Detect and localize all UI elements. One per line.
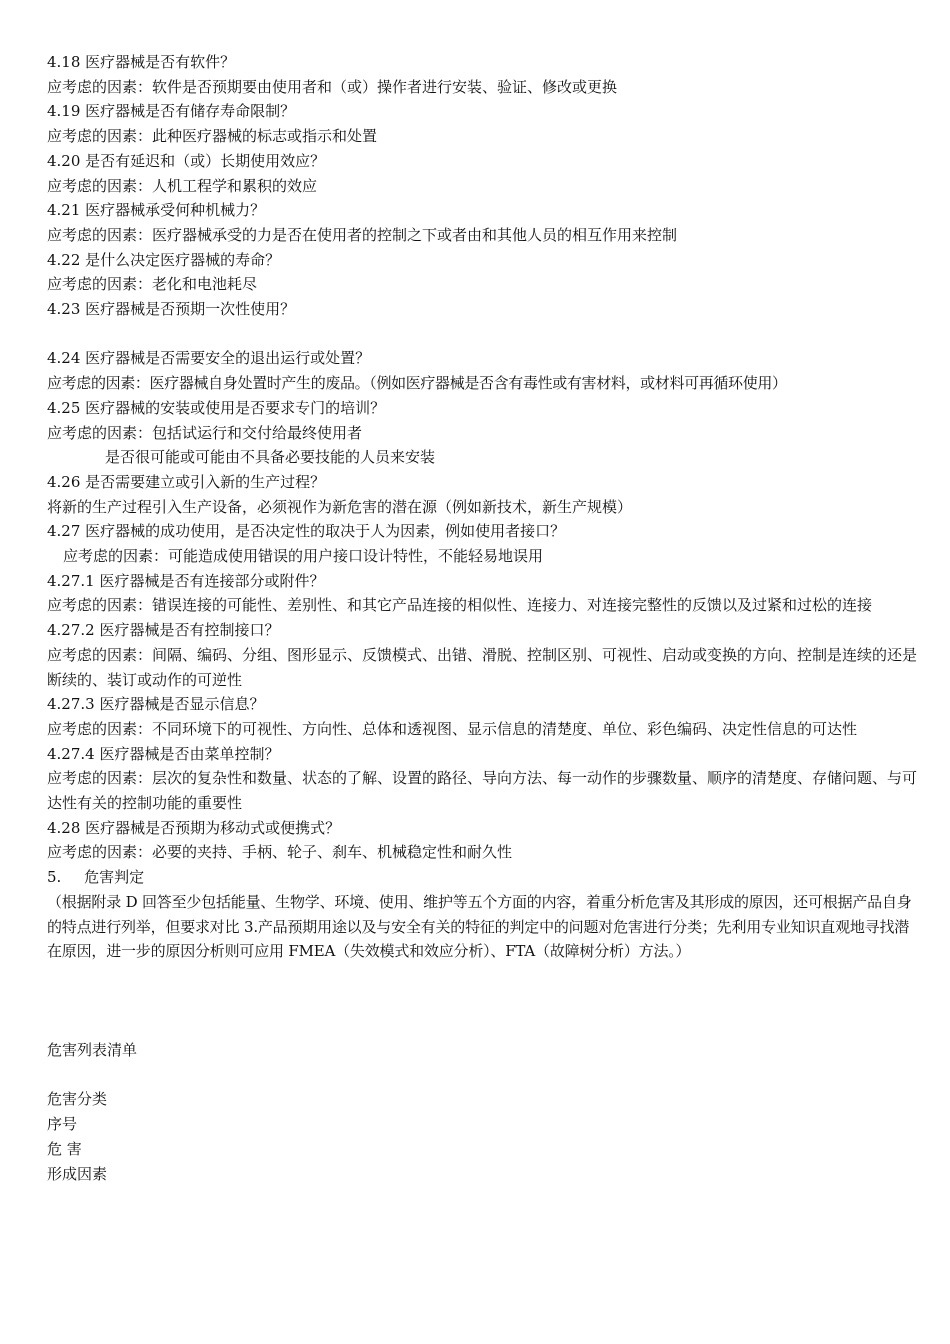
factor-4-27-2: 应考虑的因素：间隔、编码、分组、图形显示、反馈模式、出错、滑脱、控制区别、可视性、启动或变换的方向、控制是连续的还是断续的、装订或动作的可逆性 <box>47 645 918 689</box>
question-4-27-2: 4.27.2 医疗器械是否有控制接口？ <box>47 621 280 640</box>
question-4-26: 4.26 是否需要建立或引入新的生产过程？ <box>47 472 326 491</box>
question-4-18: 4.18 医疗器械是否有软件？ <box>47 53 236 71</box>
section-number: 5. <box>47 868 62 887</box>
question-4-22: 4.22 是什么决定医疗器械的寿命？ <box>47 250 281 269</box>
factor-4-27-3: 应考虑的因素：不同环境下的可视性、方向性、总体和透视图、显示信息的清楚度、单位、彩色编码、决定性信息的可达性 <box>47 719 858 738</box>
question-4-19: 4.19 医疗器械是否有储存寿命限制？ <box>47 102 296 121</box>
serial-number-label: 序号 <box>47 1115 78 1134</box>
blank-line <box>47 322 917 347</box>
causes-label: 形成因素 <box>47 1164 108 1183</box>
factor-4-20: 应考虑的因素：人机工程学和累积的效应 <box>47 176 318 195</box>
hazard-category-label: 危害分类 <box>47 1090 108 1109</box>
blank-space <box>47 964 917 1038</box>
factor-4-26: 将新的生产过程引入生产设备，必须视作为新危害的潜在源（例如新技术，新生产规模） <box>47 497 633 516</box>
question-4-25: 4.25 医疗器械的安装或使用是否要求专门的培训？ <box>47 398 386 417</box>
section-5-heading <box>47 865 917 890</box>
factor-4-21: 应考虑的因素：医疗器械承受的力是否在使用者的控制之下或者由和其他人员的相互作用来控制 <box>47 225 678 244</box>
factor-4-27: 应考虑的因素：可能造成使用错误的用户接口设计特性，不能轻易地误用 <box>63 547 544 566</box>
factor-4-27-1: 应考虑的因素：错误连接的可能性、差别性、和其它产品连接的相似性、连接力、对连接完整性的反馈以及过紧和过松的连接 <box>47 596 873 615</box>
question-4-20: 4.20 是否有延迟和（或）长期使用效应？ <box>47 151 326 170</box>
factor-4-22: 应考虑的因素：老化和电池耗尽 <box>47 275 258 294</box>
factor-4-25-continued: 是否很可能或可能由不具备必要技能的人员来安装 <box>105 448 436 467</box>
question-4-28: 4.28 医疗器械是否预期为移动式或便携式？ <box>47 818 341 837</box>
question-4-27-1: 4.27.1 医疗器械是否有连接部分或附件？ <box>47 571 325 590</box>
question-4-27: 4.27 医疗器械的成功使用，是否决定性的取决于人为因素，例如使用者接口？ <box>47 522 566 541</box>
section-5-paragraph: （根据附录 D 回答至少包括能量、生物学、环境、使用、维护等五个方面的内容，着重分析危害及其形成的原因，还可根据产品自身的特点进行列举，但要求对比 3.产品预期用途以及与安全有关的特征的判定中的问题对危害进行分类；先利用专业知识直观地寻找潜在原因，进一步的原因分析则可应用 FMEA（失效模式和效应分析）、FTA（故障树分析）方法。） <box>47 892 912 961</box>
question-4-27-4: 4.27.4 医疗器械是否由菜单控制？ <box>47 744 280 763</box>
question-4-23: 4.23 医疗器械是否预期一次性使用？ <box>47 300 296 319</box>
factor-4-24: 应考虑的因素：医疗器械自身处置时产生的废品。（例如医疗器械是否含有毒性或有害材料，或材料可再循环使用） <box>47 374 787 393</box>
factor-4-18: 应考虑的因素：软件是否预期要由使用者和（或）操作者进行安装、验证、修改或更换 <box>47 77 618 96</box>
document-page <box>47 50 917 1186</box>
section-title: 危害判定 <box>84 868 145 887</box>
factor-4-25: 应考虑的因素：包括试运行和交付给最终使用者 <box>47 423 363 442</box>
question-4-24: 4.24 医疗器械是否需要安全的退出运行或处置？ <box>47 349 371 368</box>
question-4-21: 4.21 医疗器械承受何种机械力？ <box>47 201 266 220</box>
factor-4-27-4: 应考虑的因素：层次的复杂性和数量、状态的了解、设置的路径、导向方法、每一动作的步骤数量、顺序的清楚度、存储问题、与可达性有关的控制功能的重要性 <box>47 769 918 813</box>
factor-4-28: 应考虑的因素：必要的夹持、手柄、轮子、刹车、机械稳定性和耐久性 <box>47 843 513 862</box>
factor-4-19: 应考虑的因素：此种医疗器械的标志或指示和处置 <box>47 127 378 146</box>
hazard-list-title: 危害列表清单 <box>47 1041 138 1059</box>
hazard-label: 危 害 <box>47 1139 82 1158</box>
question-4-27-3: 4.27.3 医疗器械是否显示信息？ <box>47 695 265 714</box>
blank-line <box>47 1063 917 1088</box>
